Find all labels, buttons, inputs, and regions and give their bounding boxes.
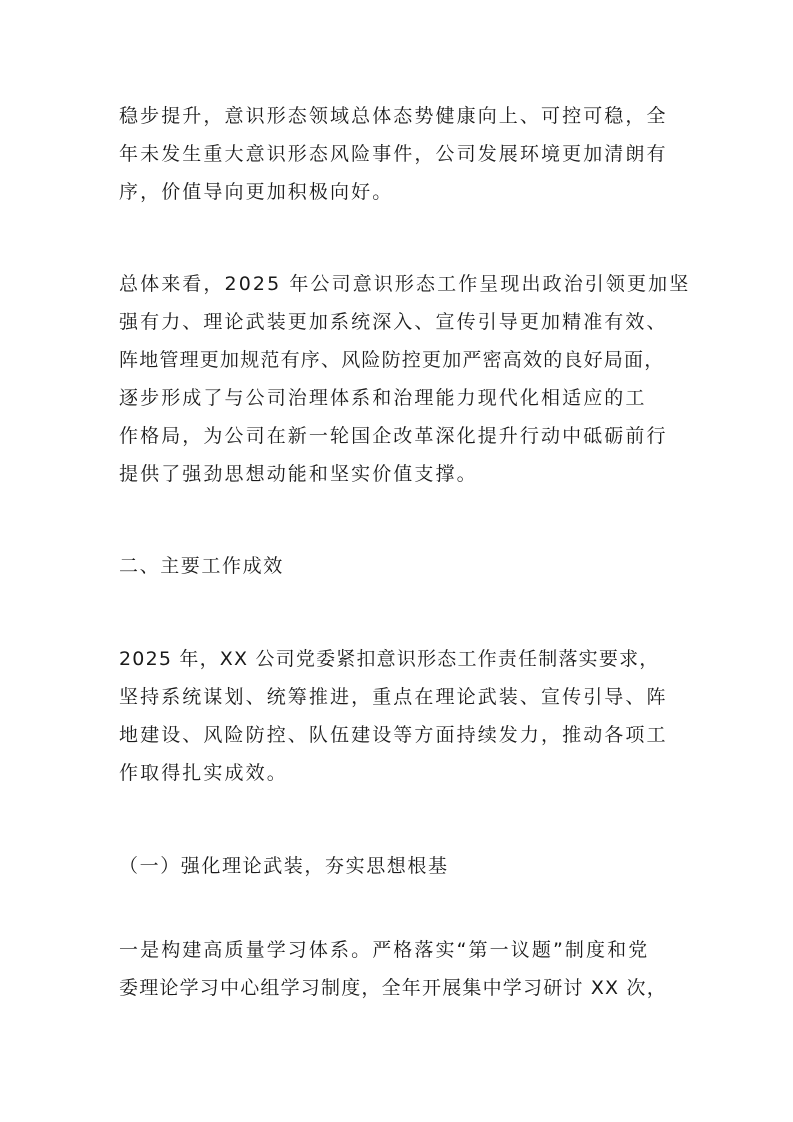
paragraph-line: 逐步形成了与公司治理体系和治理能力现代化相适应的工 bbox=[119, 387, 647, 409]
paragraph-line: 委理论学习中心组学习制度，全年开展集中学习研讨 XX 次， bbox=[119, 977, 667, 999]
paragraph-3 bbox=[119, 640, 679, 792]
paragraph-line: 强有力、理论武装更加系统深入、宣传引导更加精准有效、 bbox=[119, 311, 668, 333]
paragraph-line: 一是构建高质量学习体系。严格落实“第一议题”制度和党 bbox=[119, 939, 650, 961]
paragraph-line: 提供了强劲思想动能和坚实价值支撑。 bbox=[119, 463, 478, 485]
section-heading: 二、主要工作成效 bbox=[119, 555, 284, 577]
paragraph-1 bbox=[119, 97, 679, 211]
paragraph-line: 2025 年，XX 公司党委紧扣意识形态工作责任制落实要求， bbox=[119, 648, 660, 670]
paragraph-line: 作格局，为公司在新一轮国企改革深化提升行动中砥砺前行 bbox=[119, 425, 668, 447]
subsection-heading-block bbox=[119, 847, 679, 885]
paragraph-4 bbox=[119, 931, 679, 1007]
paragraph-2 bbox=[119, 265, 691, 493]
paragraph-line: 稳步提升，意识形态领域总体态势健康向上、可控可稳，全 bbox=[119, 105, 668, 127]
paragraph-line: 总体来看，2025 年公司意识形态工作呈现出政治引领更加坚 bbox=[119, 273, 691, 295]
paragraph-line: 作取得扎实成效。 bbox=[119, 762, 288, 784]
paragraph-line: 阵地管理更加规范有序、风险防控更加严密高效的良好局面， bbox=[119, 349, 665, 371]
paragraph-line: 序，价值导向更加积极向好。 bbox=[119, 181, 394, 203]
paragraph-line: 坚持系统谋划、统筹推进，重点在理论武装、宣传引导、阵 bbox=[119, 686, 668, 708]
subsection-heading: （一）强化理论武装，夯实思想根基 bbox=[119, 855, 449, 877]
paragraph-line: 年未发生重大意识形态风险事件，公司发展环境更加清朗有 bbox=[119, 143, 668, 165]
paragraph-line: 地建设、风险防控、队伍建设等方面持续发力，推动各项工 bbox=[119, 724, 668, 746]
section-heading-block bbox=[119, 547, 679, 585]
